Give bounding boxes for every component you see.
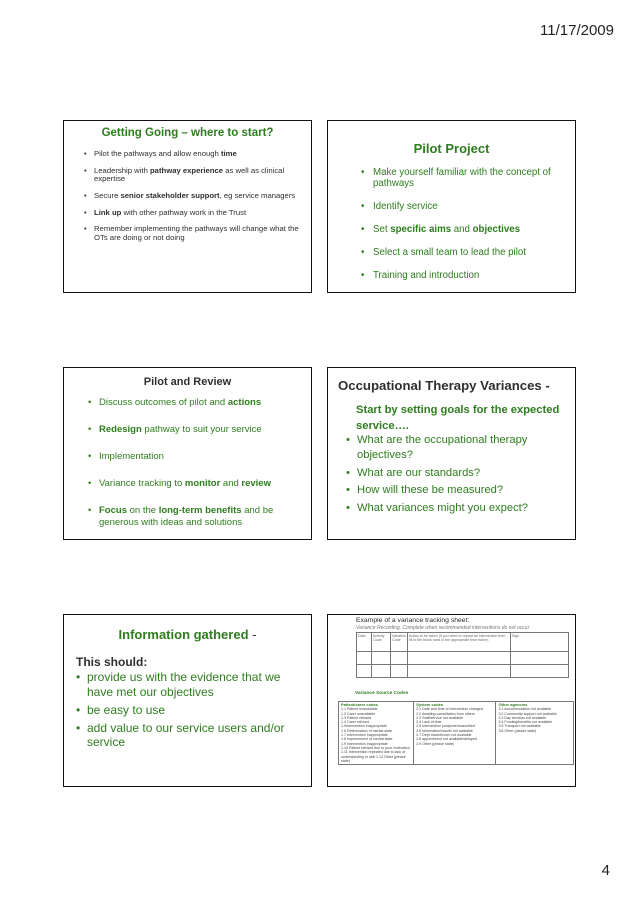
slide-subtitle: Variance Recording. Complete when recommended interventions do not occur [356,625,530,631]
list-item: • Identify service [361,202,567,213]
list-item: • Focus on the long-term benefits and be generous with ideas and solutions [88,505,305,529]
code-item: 3.4 Funding/benefits not available [498,720,553,725]
list-item: • Secure senior stakeholder support, eg service managers [84,192,303,200]
list-item: • Select a small team to lead the pilot [361,248,567,259]
code-item: 2.3 Staff/service not available [416,715,464,720]
table-header-cell: Action to be taken (If you need to repeat an intervention then fill in the blank rows in the appropriate time frame) [407,633,510,652]
code-item: 1.1 Patient unavailable [341,707,378,712]
slide-title: Occupational Therapy Variances - [338,378,550,393]
code-item: 3.5 Transport not available [498,724,541,729]
code-item: 2.8 appointment not available/delayed [416,737,477,742]
code-item: 1.5Intervention inappropriate [341,724,387,729]
codes-header: Other agencies [498,702,528,707]
list-item: • Implementation [88,451,305,463]
table-row [357,665,569,678]
list-item: • Discuss outcomes of pilot and actions [88,397,305,409]
codes-header: System codes [416,702,444,707]
code-item: 2.1 Date and time of intervention changed [416,707,483,712]
bullet-list [76,670,307,753]
page-number: 4 [601,862,610,879]
slide-title: Getting Going – where to start? [101,127,274,139]
list-item: • add value to our service users and/or service [76,721,307,750]
other-agency-codes-cell [496,702,574,765]
codes-title: Variance Source Codes [355,691,409,696]
code-item: 1.6 Deterioration of mental state [341,728,393,733]
slide-pilot-project [327,120,576,293]
variance-codes-table [338,701,574,765]
codes-header: Patient/carer codes [341,702,378,707]
slide-lead: Start by setting goals for the expected service…. [356,404,560,432]
bullet-list [88,397,305,540]
list-item: • Variance tracking to monitor and review [88,478,305,490]
code-item: 1.4 Carer refused [341,720,369,725]
table-header-cell: Sign [510,633,568,652]
code-item: 2.6 Information/results not available [416,728,473,733]
list-item: • Pilot the pathways and allow enough time [84,150,303,158]
patient-codes-cell [339,702,414,765]
slide-getting-going [63,120,312,293]
list-item: • be easy to use [76,703,307,718]
list-item: • What are our standards? [346,466,569,481]
list-item: • What variances might you expect? [346,501,569,516]
bullet-list [361,168,567,293]
code-item: 3.3 Day services not available [498,715,547,720]
code-item: 2.2 Awaiting consultation from others [416,711,475,716]
list-item: • Redesign pathway to suit your service [88,424,305,436]
code-item: 3.2 Community support not available [498,711,557,716]
list-item: • Leadership with pathway experience as well as clinical expertise [84,167,303,184]
slide-lead: This should: [76,655,148,669]
system-codes-cell [414,702,496,765]
page-date: 11/17/2009 [540,22,614,39]
code-item: 2.7 Dept closed/room not available [416,733,472,738]
code-item: 1.10 Patient refused due to poor motivation [341,745,410,750]
code-item: 1.9 Intervention inappropriate [341,741,388,746]
table-header-cell: Date [357,633,372,652]
table-header-cell: Variation Code [391,633,408,652]
list-item: • Link up with other pathway work in the Trust [84,209,303,217]
code-item: 1.3 Patient refused [341,715,372,720]
list-item: • Training and introduction [361,271,567,282]
code-item: 2.4 Lack of time [416,720,442,725]
code-item: 3.1 Accommodation not available [498,707,552,712]
list-item: • What are the occupational therapy objectives? [346,433,569,463]
table-header-row [357,633,569,652]
table-header-cell: Activity Code [372,633,391,652]
tracking-table [356,632,569,678]
bullet-list [346,433,569,518]
list-item: • Remember implementing the pathways will change what the OTs are doing or not doing [84,225,303,242]
code-item: 1.2 Carer unavailable [341,711,376,716]
list-item: • How will these be measured? [346,483,569,498]
slide-title: Pilot and Review [143,376,232,388]
slide-information-gathered [63,614,312,787]
bullet-list [84,150,303,251]
slide-variance-tracking-sheet [327,614,576,787]
code-item: 1.11 Intervention repeated due to lack of understanding or skill 1.12 Other (please state) [341,750,406,763]
code-item: 1.7 Intervention inappropriate [341,733,388,738]
list-item: • Set specific aims and objectives [361,225,567,236]
table-row [357,652,569,665]
slide-title: Pilot Project [413,141,490,156]
slide-pilot-and-review [63,367,312,540]
code-item: 3.6 Other (please state) [498,728,537,733]
slide-title: Example of a variance tracking sheet: [356,617,470,624]
slide-ot-variances [327,367,576,540]
code-item: 1.8 Improvement of mental state [341,737,393,742]
list-item: • provide us with the evidence that we have met our objectives [76,670,307,699]
list-item: • Make yourself familiar with the concept of pathways [361,168,567,189]
code-item: 2.5 Intervention postponed/cancelled [416,724,475,729]
code-item: 2.9 Other (please state) [416,741,454,746]
slide-title: Information gathered - [118,627,257,642]
